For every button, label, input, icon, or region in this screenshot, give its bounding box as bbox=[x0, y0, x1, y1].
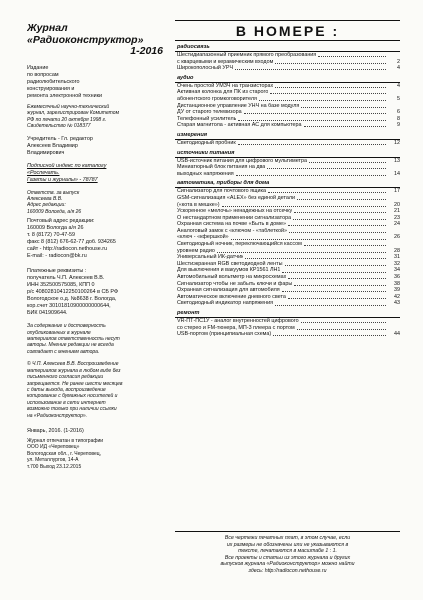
toc-section-title: ремонт bbox=[175, 310, 400, 318]
dot-leader bbox=[297, 329, 386, 330]
toc-entry[interactable] bbox=[175, 267, 400, 274]
dot-leader bbox=[245, 258, 386, 259]
toc-entry[interactable] bbox=[175, 116, 400, 123]
toc-entry[interactable] bbox=[175, 52, 400, 59]
toc-entry[interactable] bbox=[175, 158, 400, 165]
toc-entry[interactable] bbox=[175, 208, 400, 215]
toc-entry-page: 44 bbox=[394, 331, 400, 338]
dot-leader bbox=[285, 265, 386, 266]
toc-entry[interactable] bbox=[175, 96, 400, 103]
toc-entry[interactable] bbox=[175, 234, 400, 241]
toc-entry-page: 21 bbox=[394, 208, 400, 215]
toc-entry-title: Сигнализатор для почтового ящика bbox=[177, 188, 266, 195]
toc-entry-page: 2 bbox=[397, 58, 400, 65]
toc-entry[interactable] bbox=[175, 89, 400, 96]
toc-entry-title: выходных напряжения bbox=[177, 170, 234, 177]
toc-entry-title: Ускоренное «мелочь» ненадежных на отсечку bbox=[177, 208, 293, 215]
toc-section-title: радиосвязь bbox=[175, 44, 400, 52]
toc-entry[interactable] bbox=[175, 281, 400, 288]
toc-entry[interactable] bbox=[175, 294, 400, 301]
dot-leader bbox=[289, 232, 386, 233]
toc-entry[interactable] bbox=[175, 65, 400, 72]
site-url-note[interactable]: здесь: http://radiocon.nethouse.ru bbox=[248, 567, 327, 574]
issue-number: 1-2016 bbox=[130, 45, 163, 57]
toc-entry[interactable] bbox=[175, 300, 400, 307]
toc-entry[interactable] bbox=[175, 109, 400, 116]
toc-entry-page: 14 bbox=[394, 170, 400, 177]
dot-leader bbox=[222, 206, 386, 207]
dot-leader bbox=[270, 93, 386, 94]
dot-leader bbox=[288, 298, 386, 299]
toc-entry-title: Для выключения и вакуумов КР1561 ЛН1 bbox=[177, 267, 281, 274]
toc-entry-page: 6 bbox=[397, 109, 400, 116]
dot-leader bbox=[304, 126, 387, 127]
toc-entry-title: «ключ - «кфершкой» bbox=[177, 234, 229, 241]
toc-entry-title: Светодиодный пробник bbox=[177, 139, 236, 146]
toc-body bbox=[175, 44, 400, 338]
toc-entry-title: Универсальный ИК-датчик bbox=[177, 254, 244, 261]
toc-entry-page: 12 bbox=[394, 139, 400, 146]
toc-entry-page: 43 bbox=[394, 300, 400, 307]
toc-entry-title: («кота в мешке») bbox=[177, 201, 220, 208]
toc-section bbox=[175, 310, 400, 338]
toc-entry-title: с кварцевыми и керамическим входом bbox=[177, 58, 274, 65]
toc-entry-title: Дистанционное управление УНЧ на базе модуля bbox=[177, 102, 300, 109]
toc-entry[interactable] bbox=[175, 122, 400, 129]
toc-entry-page: 26 bbox=[394, 234, 400, 241]
toc-entry[interactable] bbox=[175, 188, 400, 195]
dot-leader bbox=[294, 285, 386, 286]
toc-entry-title: Очень простой УМЗЧ на транзисторах bbox=[177, 82, 274, 89]
dot-leader bbox=[288, 278, 386, 279]
toc-entry-title: Светодиодный ночник, переключающийся кассом bbox=[177, 241, 302, 248]
toc-entry-page: 28 bbox=[394, 247, 400, 254]
toc-entry-page: 9 bbox=[397, 122, 400, 129]
toc-entry-page: 5 bbox=[397, 95, 400, 102]
toc-entry[interactable] bbox=[175, 103, 400, 110]
dot-leader bbox=[238, 120, 386, 121]
toc-section-title: аудио bbox=[175, 75, 400, 83]
toc-entry-title: Автомобильный вольтметр на микросхемах bbox=[177, 274, 287, 281]
dot-leader bbox=[309, 162, 386, 163]
printer-block: Журнал отпечатан в типографии ООО ИД «Череповец» Вологодская обл., г. Череповец, ул. Металлургов, 14-А т.700 Выход 23.12.2015 bbox=[27, 437, 104, 470]
toc-entry[interactable] bbox=[175, 325, 400, 332]
imprint-column bbox=[27, 22, 163, 582]
issue-date: Январь, 2016. (1-2016) bbox=[27, 427, 84, 434]
footer-note: Все чертежи печатных плат, в этом случае, если их размеры не обозначены или не указываются в тексте, печатаются в масштабе 1 : 1. Все проекты и статьи из этого журнала и других выпусков журнала «Радиоконструктор» можно найти здесь: http://radiocon.nethouse.ru bbox=[175, 531, 400, 575]
toc-entry-page: 4 bbox=[397, 82, 400, 89]
toc-section bbox=[175, 44, 400, 72]
toc-section bbox=[175, 132, 400, 147]
toc-entry-title: VR-ПТ-ПС1У - аналог внутренностей цифрового bbox=[177, 318, 299, 324]
toc-entry[interactable] bbox=[175, 59, 400, 66]
contacts-block: Почтовый адрес редакции: 160009 Вологда а/я 26 т. 8 (8172) 70-47-59 факс 8 (812) 676-62-77 доб. 934265 сайт - http://radiocon.nethouse.ru E-mail: - radiocon@bk.ru bbox=[27, 218, 163, 260]
dot-leader bbox=[294, 212, 386, 213]
toc-entry-page: 4 bbox=[397, 65, 400, 72]
toc-entry-title: Миниатюрный блок питания на два bbox=[177, 164, 266, 171]
dot-leader bbox=[236, 175, 386, 176]
dot-leader bbox=[282, 272, 386, 273]
toc-entry-title: Охранная система на почве «Быть в доме» bbox=[177, 221, 286, 228]
toc-entry-title: Автоматическое включение дневного света bbox=[177, 293, 286, 300]
toc-entry-page: 13 bbox=[394, 157, 400, 164]
staff-block: Ответств. за выпуск Алексеева В.В. Адрес редакции: 160009 Вологда, а/я 26 bbox=[27, 189, 82, 215]
dot-leader bbox=[288, 225, 386, 226]
toc-entry[interactable] bbox=[175, 140, 400, 147]
toc-entry-title: со стерео и FM-тюнера, МП-3 плеера с портом bbox=[177, 324, 295, 331]
site-link[interactable]: сайт - http://radiocon.nethouse.ru bbox=[27, 246, 108, 253]
toc-entry[interactable] bbox=[175, 261, 400, 268]
toc-entry[interactable] bbox=[175, 228, 400, 235]
dot-leader bbox=[235, 69, 386, 70]
toc-section-title: измерения bbox=[175, 132, 400, 140]
founder-block: Учредитель - Гл. редактор Алексеев Владимир Владимирович bbox=[27, 135, 93, 156]
toc-entry[interactable] bbox=[175, 331, 400, 338]
toc-entry-title: Сигнализатор чтобы не забыть ключи и фары bbox=[177, 280, 293, 287]
toc-entry-page: 38 bbox=[394, 280, 400, 287]
dot-leader bbox=[301, 107, 386, 108]
toc-entry-title: USB-источник питания для цифрового мультиметра bbox=[177, 157, 307, 164]
toc-entry-title: Шестидиапазонный приемник прямого преобразования bbox=[177, 52, 317, 58]
toc-entry-page: 17 bbox=[394, 188, 400, 195]
toc-entry-page: 39 bbox=[394, 287, 400, 294]
toc-entry-page: 32 bbox=[394, 260, 400, 267]
toc-entry-page: 42 bbox=[394, 293, 400, 300]
toc-entry-title: Телефонный усилитель bbox=[177, 115, 237, 122]
toc-section bbox=[175, 150, 400, 178]
toc-entry-title: USB-портом (принципиальная схема) bbox=[177, 331, 272, 338]
dot-leader bbox=[304, 245, 386, 246]
dot-leader bbox=[318, 56, 386, 57]
toc-entry[interactable] bbox=[175, 171, 400, 178]
dot-leader bbox=[217, 252, 386, 253]
toc-section bbox=[175, 75, 400, 129]
toc-entry-title: Охранная сигнализация для автомобиля bbox=[177, 287, 280, 294]
toc-entry[interactable] bbox=[175, 221, 400, 228]
bank-block: Платежные реквизиты : получатель Ч.П. Алексеев В.В. ИНН 352500575085, КПП 0 р/с 40802810412250100264 в СБ РФ Вологодское о.д. №8638 г. Вологда, кор.счет 30101810900000000644, БИК 041909644. bbox=[27, 268, 119, 317]
dot-leader bbox=[273, 335, 386, 336]
toc-entry[interactable] bbox=[175, 195, 400, 202]
toc-entry-title: Аналоговый замок с «ключом - «таблеткой» bbox=[177, 227, 287, 234]
toc-entry-page: 23 bbox=[394, 214, 400, 221]
dot-leader bbox=[244, 113, 386, 114]
dot-leader bbox=[282, 291, 386, 292]
toc-entry[interactable] bbox=[175, 248, 400, 255]
toc-entry-page: 8 bbox=[397, 115, 400, 122]
legal-block: За содержание и достоверность опубликованных в журнале материалов ответственность несут авторы. Мнение редакции не всегда совпадает с мнением автора. bbox=[27, 323, 120, 355]
dot-leader bbox=[238, 144, 386, 145]
dot-leader bbox=[275, 63, 386, 64]
toc-section bbox=[175, 180, 400, 307]
registration-block: Ежемесячный научно-технический журнал, зарегистрирован Комитетом РФ по печати 20 октября 1998 г. Свидетельство № 018377 bbox=[27, 104, 120, 130]
dot-leader bbox=[297, 199, 386, 200]
dot-leader bbox=[275, 305, 386, 306]
toc-entry-title: Светодиодный индикатор напряжения bbox=[177, 300, 274, 307]
dot-leader bbox=[267, 168, 386, 169]
copyright-block: © Ч.П. Алексеев В.В. Воспроизведение материалов журнала в любом виде без письменного согласия редакции запрещается. Не ранее шести месяцев с даты выхода, воспроизведение копирование с бумажных носителей и использование в сети интернет возможно только при наличии ссылки на «Радиоконструктор». bbox=[27, 361, 123, 419]
dot-leader bbox=[301, 322, 386, 323]
toc-entry-page: 31 bbox=[394, 254, 400, 261]
email-link[interactable]: E-mail: - radiocon@bk.ru bbox=[27, 253, 87, 260]
toc-entry-page: 34 bbox=[394, 267, 400, 274]
toc-section-title: автоматика, приборы для дома bbox=[175, 180, 400, 188]
toc-section-title: источники питания bbox=[175, 150, 400, 158]
dot-leader bbox=[259, 100, 386, 101]
toc-entry-title: О нестандартном применении сигнализатора bbox=[177, 214, 292, 221]
toc-entry[interactable] bbox=[175, 83, 400, 90]
toc-entry[interactable] bbox=[175, 254, 400, 261]
toc-entry[interactable] bbox=[175, 287, 400, 294]
toc-entry[interactable] bbox=[175, 241, 400, 248]
toc-entry-page: 20 bbox=[394, 201, 400, 208]
toc-entry[interactable] bbox=[175, 215, 400, 222]
table-of-contents bbox=[175, 20, 400, 585]
dot-leader bbox=[275, 87, 386, 88]
toc-entry-title: Широкополосный УРЧ bbox=[177, 65, 234, 72]
dot-leader bbox=[293, 219, 386, 220]
toc-entry-title: абонентского громкоговорителя bbox=[177, 95, 257, 102]
toc-entry-title: Шестиэкранная RGB светодиодной ленты bbox=[177, 260, 283, 267]
toc-entry[interactable] bbox=[175, 274, 400, 281]
toc-entry-title: ДУ от старого телевизора bbox=[177, 109, 242, 116]
toc-entry[interactable] bbox=[175, 164, 400, 171]
toc-entry-title: Старая магнитола - активная АС для компьютера bbox=[177, 122, 302, 129]
toc-entry-page: 36 bbox=[394, 274, 400, 281]
toc-entry-title: Активная колонка для ПК из старого bbox=[177, 89, 269, 96]
dot-leader bbox=[231, 239, 386, 240]
toc-entry-title: уровнем радио bbox=[177, 247, 215, 254]
about-block: Издание по вопросам радиолюбительского конструирования и ремонта электронной техники bbox=[27, 65, 103, 99]
toc-entry[interactable] bbox=[175, 202, 400, 209]
toc-entry-title: GSM-сигнализация «ALEX» без единой детали bbox=[177, 194, 296, 201]
toc-header: В НОМЕРЕ : bbox=[175, 20, 400, 41]
magazine-title: Журнал «Радиоконструктор» bbox=[27, 22, 144, 46]
dot-leader bbox=[268, 192, 386, 193]
toc-entry-page: 24 bbox=[394, 221, 400, 228]
toc-entry[interactable] bbox=[175, 318, 400, 325]
subscription-block: Подписной индекс по каталогу «Роспечать. Газеты и журналы» - 78787 bbox=[27, 162, 107, 183]
